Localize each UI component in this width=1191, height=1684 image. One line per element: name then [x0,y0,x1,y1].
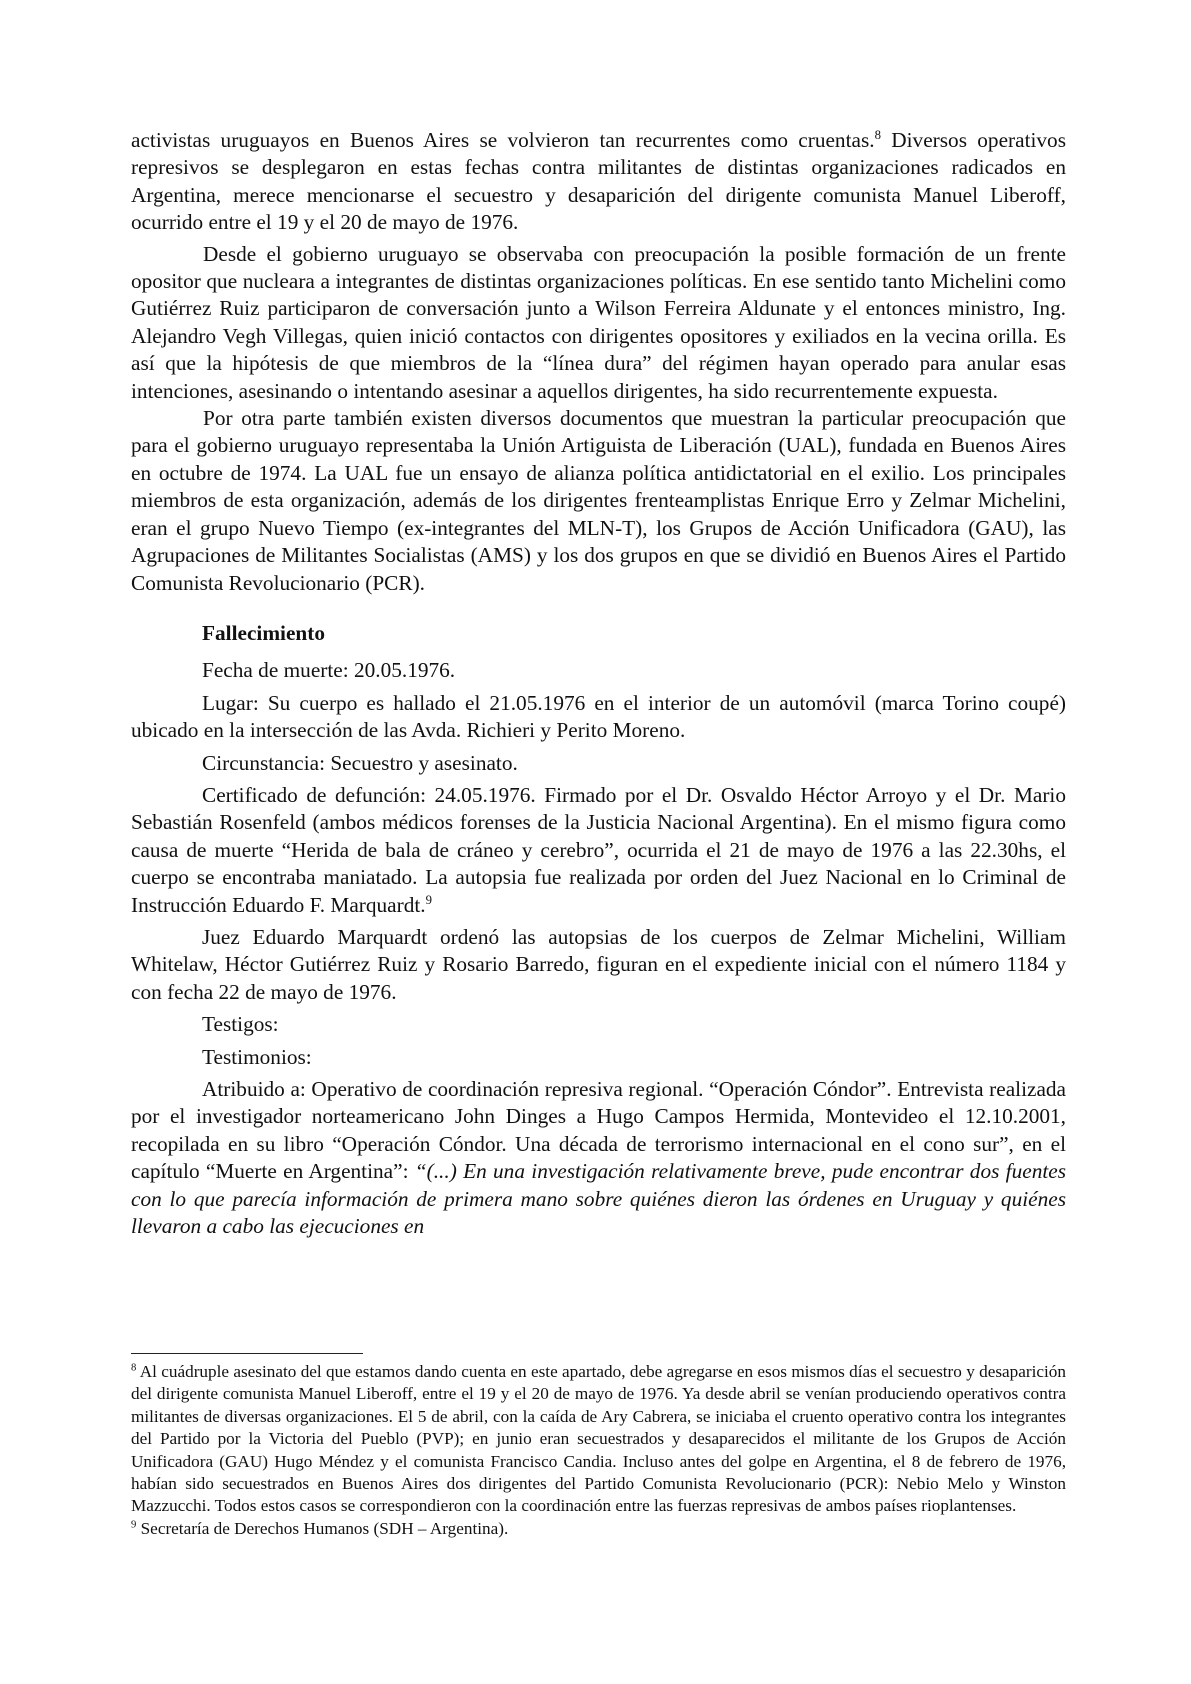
main-text [131,127,1066,1240]
field-atribuido: Atribuido a: Operativo de coordinación represiva regional. “Operación Cóndor”. Entrevista realizada por el investigador norteamericano John Dinges a Hugo Campos Hermida, Montevideo el 12.10.2001, recopilada en su libro “Operación Cóndor. Una década de terrorismo internacional en el cono sur”, en el capítulo “Muerte en Argentina”: “(...) En una investigación relativamente breve, pude encontrar dos fuentes con lo que parecía información de primera mano sobre quiénes dieron las órdenes en Uruguay y quiénes llevaron a cabo las ejecuciones en [131,1077,1066,1239]
field-testigos: Testigos: [202,1012,279,1037]
paragraph-gobierno-uruguayo: Desde el gobierno uruguayo se observaba con preocupación la posible formación de un frente opositor que nucleara a integrantes de distintas organizaciones políticas. En ese sentido tanto Michelini como Gutiérrez Ruiz participaron de conversación junto a Wilson Ferreira Aldunate y el entonces ministro, Ing. Alejandro Vegh Villegas, quien inició contactos con dirigentes opositores y exiliados en la vecina orilla. Es así que la hipótesis de que miembros de la “línea dura” del régimen hayan operado para anular esas intenciones, asesinando o intentando asesinar a aquellos dirigentes, ha sido recurrentemente expuesta. [131,241,1066,403]
section-heading-fallecimiento: Fallecimiento [202,620,326,645]
field-lugar: Lugar: Su cuerpo es hallado el 21.05.1976 en el interior de un automóvil (marca Torino coupé) ubicado en la intersección de las Avda. Richieri y Perito Moreno. [131,690,1066,743]
field-circunstancia: Circunstancia: Secuestro y asesinato. [202,750,518,775]
field-fecha-muerte: Fecha de muerte: 20.05.1976. [202,658,456,683]
paragraph-ual: Por otra parte también existen diversos documentos que muestran la particular preocupación que para el gobierno uruguayo representaba la Unión Artiguista de Liberación (UAL), fundada en Buenos Aires en octubre de 1974. La UAL fue un ensayo de alianza política antidictatorial en el exilio. Los principales miembros de esta organización, además de los dirigentes frenteamplistas Enrique Erro y Zelmar Michelini, eran el grupo Nuevo Tiempo (ex-integrantes del MLN-T), los Grupos de Acción Unificadora (GAU), las Agrupaciones de Militantes Socialistas (AMS) y los dos grupos en que se dividió en Buenos Aires el Partido Comunista Revolucionario (PCR). [131,406,1066,595]
footnote-8: $^8$ Al cuádruple asesinato del que estamos dando cuenta en este apartado, debe agregarse en esos mismos días el secuestro y desaparición del dirigente comunista Manuel Liberoff, entre el 19 y el 20 de mayo de 1976. Ya desde abril se venían produciendo operativos contra militantes de diversas organizaciones. El 5 de abril, con la caída de Ary Cabrera, se iniciaba el cruento operativo contra los integrantes del Partido por la Victoria del Pueblo (PVP); en junio eran secuestrados y desaparecidos el militante de los Grupos de Acción Unificadora (GAU) Hugo Méndez y el comunista Francisco Candia. Incluso antes del golpe en Argentina, el 8 de febrero de 1976, habían sido secuestrados en Buenos Aires dos dirigentes del Partido Comunista Revolucionario (PCR): Nebio Melo y Winston Mazzucchi. Todos estos casos se correspondieron con la coordinación entre las fuerzas represivas de ambos países rioplantenses. [131,1362,1066,1516]
footnote-separator [131,1353,363,1354]
field-certificado-defuncion: Certificado de defunción: 24.05.1976. Firmado por el Dr. Osvaldo Héctor Arroyo y el Dr. Mario Sebastián Rosenfeld (ambos médicos forenses de la Justicia Nacional Argentina). En el mismo figura como causa de muerte “Herida de bala de cráneo y cerebro”, ocurrida el 21 de mayo de 1976 a las 22.30hs, el cuerpo se encontraba maniatado. La autopsia fue realizada por orden del Juez Nacional en lo Criminal de Instrucción Eduardo F. Marquardt.$^9$ [131,782,1066,917]
footnotes [131,1361,1066,1540]
footnote-ref-9: 9 [425,892,432,907]
field-testimonios: Testimonios: [202,1044,312,1069]
quote-dinges: “(...) En una investigación relativamente breve, pude encontrar dos fuentes con lo que parecía información de primera mano sobre quiénes dieron las órdenes en Uruguay y quiénes llevaron a cabo las ejecuciones en [131,1159,1066,1239]
footnote-ref-8: 8 [874,127,881,142]
footnote-9: $^9$ Secretaría de Derechos Humanos (SDH – Argentina). [131,1518,509,1538]
paragraph-juez-marquardt: Juez Eduardo Marquardt ordenó las autopsias de los cuerpos de Zelmar Michelini, William Whitelaw, Héctor Gutiérrez Ruiz y Rosario Barredo, figuran en el expediente inicial con el número 1184 y con fecha 22 de mayo de 1976. [131,924,1066,1004]
paragraph-activistas: activistas uruguayos en Buenos Aires se volvieron tan recurrentes como cruentas.$^8$ Diversos operativos represivos se desplegaron en estas fechas contra militantes de distintas organizaciones radicados en Argentina, merece mencionarse el secuestro y desaparición del dirigente comunista Manuel Liberoff, ocurrido entre el 19 y el 20 de mayo de 1976. [131,127,1066,235]
